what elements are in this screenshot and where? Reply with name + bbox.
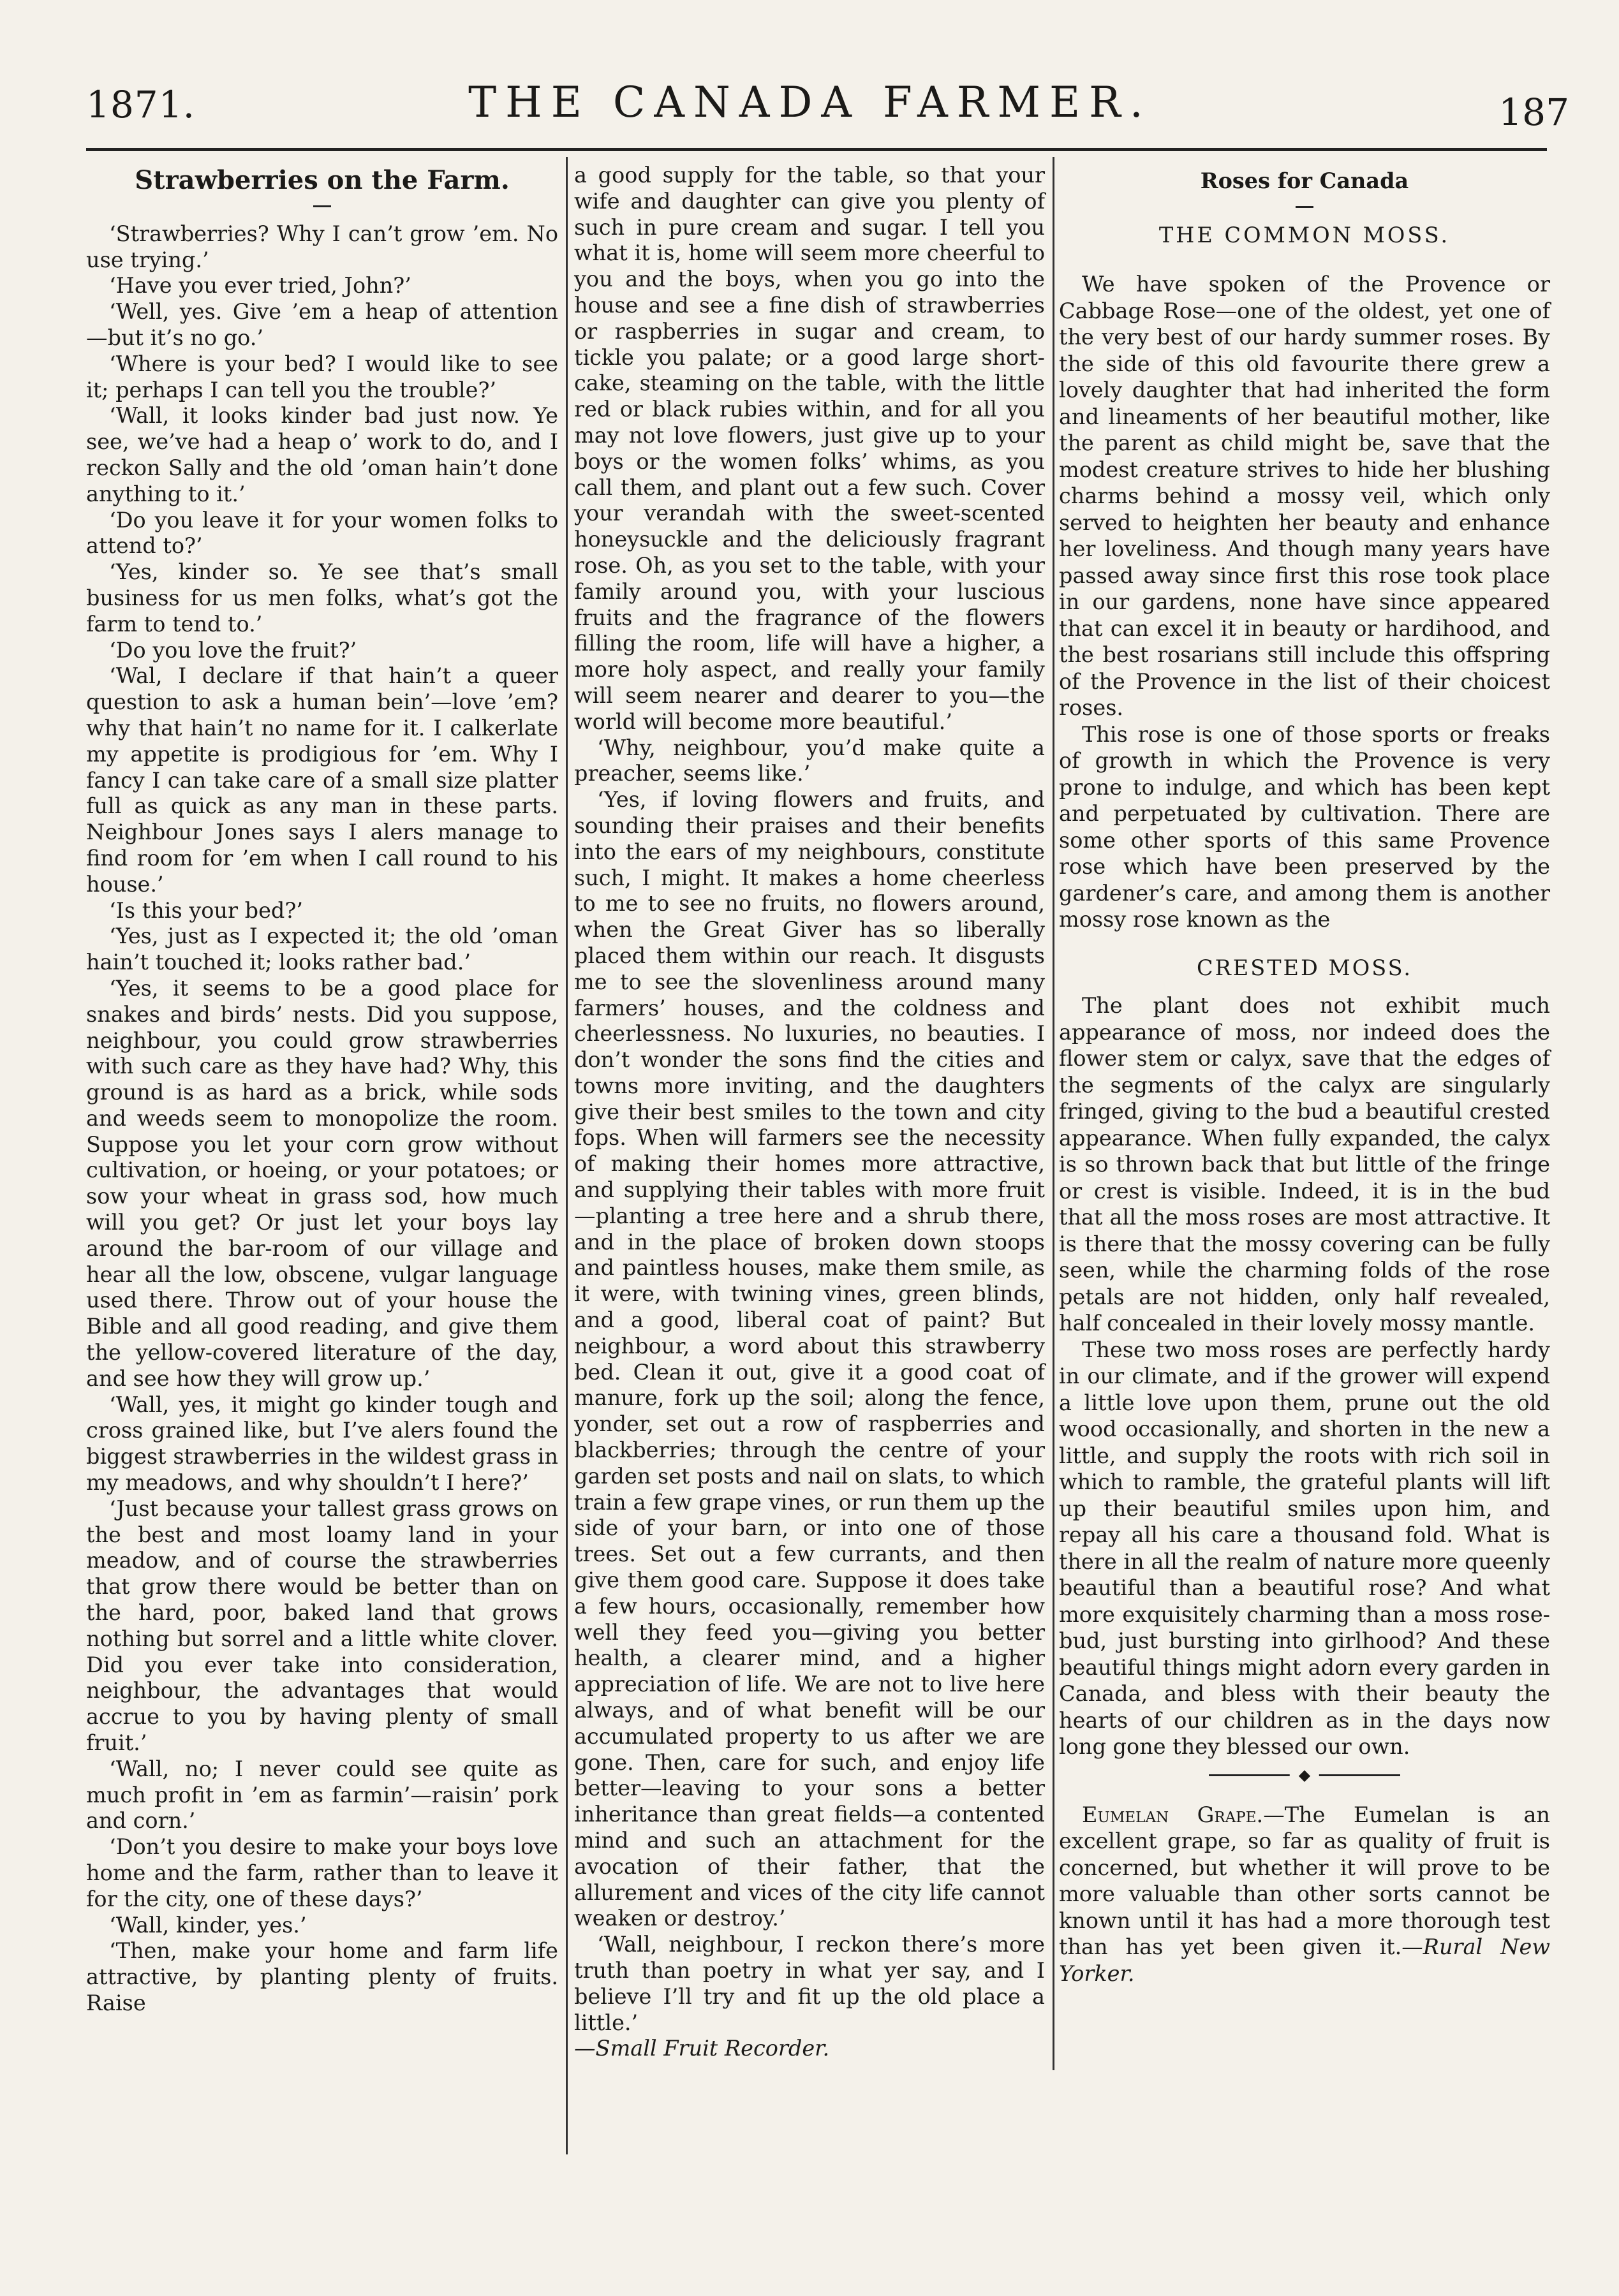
paragraph: ‘Have you ever tried, John?’ <box>109 273 411 298</box>
paragraph: ‘Do you leave it for your women folks to attend to?’ <box>86 507 558 559</box>
paragraph: ‘Yes, if loving flowers and fruits, and sounding their praises and their benefits into the ears of my neighbours, constitute such, I might. It makes a home cheerless to me to see no fruits, no flowers around, when the Great Giver has so liberally placed them within our reach. It disgusts me to see the slovenliness around many farmers’ houses, and the coldness and cheerlessness. No luxuries, no beauties. I don’t wonder the sons find the cities and towns more inviting, and the daughters give their best smiles to the town and city fops. When will farmers see the necessity of making their homes more attractive, and supplying their tables with more fruit—planting a tree here and a shrub there, and in the place of broken down stoops and paintless houses, make them smile, as it were, with twining vines, green blinds, and a good, liberal coat of paint? But neighbour, a word about this strawberry bed. Clean it out, give it a good coat of manure, fork up the soil; along the fence, yonder, set out a row of raspberries and blackberries; through the centre of your garden set posts and nail on slats, to which train a few grape vines, or run them up the side of your barn, or into one of those trees. Set out a few currants, and then give them good care. Suppose it does take a few hours, occasionally, remember how well they feed you—giving you better health, a clearer mind, and a higher appreciation of life. We are not to live here always, and of what benefit will be our accumulated property to us after we are gone. Then, care for such, and enjoy life better—leaving to your sons a better inheritance than great fields—a contented mind and such an attachment for the avocation of their father, that the allurement and vices of the city life cannot weaken or destroy.’ <box>574 787 1045 1931</box>
paragraph: ‘Wall, kinder, yes.’ <box>109 1912 307 1938</box>
subheading-common-moss: THE COMMON MOSS. <box>1158 222 1451 247</box>
paragraph: ‘Why, neighbour, you’d make quite a preacher, seems like.’ <box>574 735 1045 786</box>
paragraph: ‘Do you love the fruit?’ <box>109 637 357 663</box>
paragraph: ‘Don’t you desire to make your boys love home and the farm, rather than to leave it for the city, one of these days?’ <box>86 1834 558 1911</box>
paragraph: This rose is one of those sports or freaks of growth in which the Provence is very prone to indulge, and which has been kept and perpetuated by cultivation. There are some other sports of this same Provence rose which have been preserved by the gardener’s care, and among them is another mossy rose known as the <box>1059 721 1550 932</box>
paragraph: We have spoken of the Provence or Cabbage Rose—one of the oldest, yet one of the very best of our hardy summer roses. By the side of this old favourite there grew a lovely daughter that had inherited the form and lineaments of her beautiful mother, like the parent as child might be, save that the modest creature strives to hide her blushing charms behind a mossy veil, which only served to heighten her beauty and enhance her loveliness. And though many years have passed away since first this rose took place in our gardens, none have since appeared that can excel it in beauty or hardihood, and the best rosarians still include this offspring of the Provence in the list of their choicest roses. <box>1059 272 1550 720</box>
paragraph: ‘Wall, no; I never could see quite as much profit in ’em as farmin’—raisin’ pork and corn.’ <box>86 1756 558 1834</box>
eumelan-source: —Rural New Yorker. <box>1059 1934 1550 1986</box>
paragraph: ‘Is this your bed?’ <box>109 897 303 923</box>
eumelan-label: Eumelan Grape. <box>1082 1802 1264 1827</box>
paragraph: ‘Just because your tallest grass grows on the best and most loamy land in your meadow, and of course the strawberries that grow there would be better than on the hard, poor, baked land that grows nothing but sorrel and a little white clover. Did you ever take into consideration, neighbour, the advantages that would accrue to you by having plenty of small fruit.’ <box>86 1496 558 1756</box>
eumelan-text: —The Eumelan is an excellent grape, so far as quality of fruit is concerned, but whether it will prove to be more valuable than other sorts cannot be known until it has had a more thorough test than has yet been given it. <box>1059 1802 1551 1959</box>
ornamental-separator <box>1209 1774 1400 1776</box>
paragraph: ‘Strawberries? Why I can’t grow ’em. No use trying.’ <box>86 221 558 272</box>
article-heading-strawberries: Strawberries on the Farm. <box>135 165 510 195</box>
paragraph: These two moss roses are perfectly hardy in our climate, and if the grower will expend a little love upon them, prune out the old wood occasionally, and shorten in the new a little, and supply the roots with rich soil in which to ramble, the grateful plants will lift up their beautiful smiles upon him, and repay all his care a thousand fold. What is there in all the realm of nature more queenly beautiful than a beautiful rose? And what more exquisitely charming than a moss rose-bud, just bursting into girlhood? And these beautiful things might adorn every garden in Canada, and bless with their beauty the hearts of our children as in the days now long gone they blessed our own. <box>1059 1337 1550 1759</box>
paragraph: ‘Yes, kinder so. Ye see that’s small business for us men folks, what’s got the farm to tend to.’ <box>86 559 558 637</box>
article-heading-roses: Roses for Canada <box>1200 168 1409 193</box>
paragraph: ‘Yes, it seems to be a good place for snakes and birds’ nests. Did you suppose, neighbour, you could grow strawberries with such care as they have had? Why, this ground is as hard as a brick, while sods and weeds seem to monopolize the room. Suppose you let your corn grow without cultivation, or hoeing, or your potatoes; or sow your wheat in grass sod, how much will you get? Or just let your boys lay around the bar-room of our village and hear all the low, obscene, vulgar language used there. Throw out of your house the Bible and all good reading, and give them the yellow-covered literature of the day, and see how they will grow up.’ <box>86 975 558 1391</box>
article-source <box>574 2036 1045 2062</box>
source-text: —Small Fruit Recorder. <box>574 2036 830 2061</box>
strawberries-article-continued <box>574 163 1045 2036</box>
strawberries-article-body <box>86 221 558 2017</box>
column-divider-2 <box>1053 157 1054 2070</box>
column-1 <box>86 163 558 2017</box>
column-2 <box>574 163 1045 2062</box>
header-title: THE CANADA FARMER. <box>468 78 1152 127</box>
column-3 <box>1059 163 1550 1987</box>
subheading-crested-moss: CRESTED MOSS. <box>1196 955 1413 980</box>
paragraph: ‘Then, make your home and farm life attractive, by planting plenty of fruits. Raise <box>86 1938 558 2015</box>
paragraph: ‘Wall, neighbour, I reckon there’s more truth than poetry in what yer say, and I believe I’ll try and fit up the old place a little.’ <box>574 1932 1045 2035</box>
roses-article-body <box>1059 271 1550 933</box>
paragraph: ‘Wall, yes, it might go kinder tough and cross grained like, but I’ve alers found the biggest strawberries in the wildest grass in my meadows, and why shouldn’t I here?’ <box>86 1392 558 1496</box>
page-header <box>51 71 1569 142</box>
paragraph: a good supply for the table, so that your wife and daughter can give you plenty of such in pure cream and sugar. I tell you what it is, home will seem more cheerful to you and the boys, when you go into the house and see a fine dish of strawberries or raspberries in sugar and cream, to tickle you palate; or a good large short-cake, steaming on the table, with the little red or black rubies within, and for all you may not love flowers, just give up to your boys or the women folks’ whims, as you call them, and plant out a few such. Cover your verandah with the sweet-scented honeysuckle and the deliciously fragrant rose. Oh, as you set to the table, with your family around you, with your luscious fruits and the fragrance of the flowers filling the room, life will have a higher, a more holy aspect, and really your family will seem nearer and dearer to you—the world will become more beautiful.’ <box>574 163 1045 734</box>
header-year: 1871. <box>86 83 196 126</box>
header-page-number: 187 <box>1498 91 1569 134</box>
heading-dash <box>1296 206 1313 208</box>
paragraph: ‘Where is your bed? I would like to see it; perhaps I can tell you the trouble?’ <box>86 351 558 402</box>
paragraph: ‘Wall, it looks kinder bad just now. Ye see, we’ve had a heap o’ work to do, and I reckon Sally and the old ’oman hain’t done anything to it.’ <box>86 403 558 506</box>
roses-article-body-2 <box>1059 992 1550 1760</box>
paragraph: ‘Yes, just as I expected it; the old ’oman hain’t touched it; looks rather bad.’ <box>86 924 558 975</box>
header-rule <box>86 148 1547 151</box>
paragraph: The plant does not exhibit much appearance of moss, nor indeed does the flower stem or calyx, save that the edges of the segments of the calyx are singularly fringed, giving to the bud a beautiful crested appearance. When fully expanded, the calyx is so thrown back that but little of the fringe or crest is visible. Indeed, it is in the bud that all the moss roses are most attractive. It is there that the mossy covering can be fully seen, while the charming folds of the rose petals are not hidden, only half revealed, half concealed in their lovely mossy mantle. <box>1059 993 1550 1336</box>
paragraph: ‘Wal, I declare if that hain’t a queer question to ask a human bein’—love ’em? why that hain’t no name for it. I calkerlate my appetite is prodigious for ’em. Why I fancy I can take care of a small size platter full as quick as any man in these parts. Neighbour Jones says I alers manage to find room for ’em when I call round to his house.’ <box>86 663 558 897</box>
column-divider-1 <box>566 157 568 2154</box>
paragraph: ‘Well, yes. Give ’em a heap of attention —but it’s no go.’ <box>86 299 558 350</box>
heading-dash <box>313 205 331 207</box>
eumelan-grape-item <box>1059 1802 1550 1987</box>
